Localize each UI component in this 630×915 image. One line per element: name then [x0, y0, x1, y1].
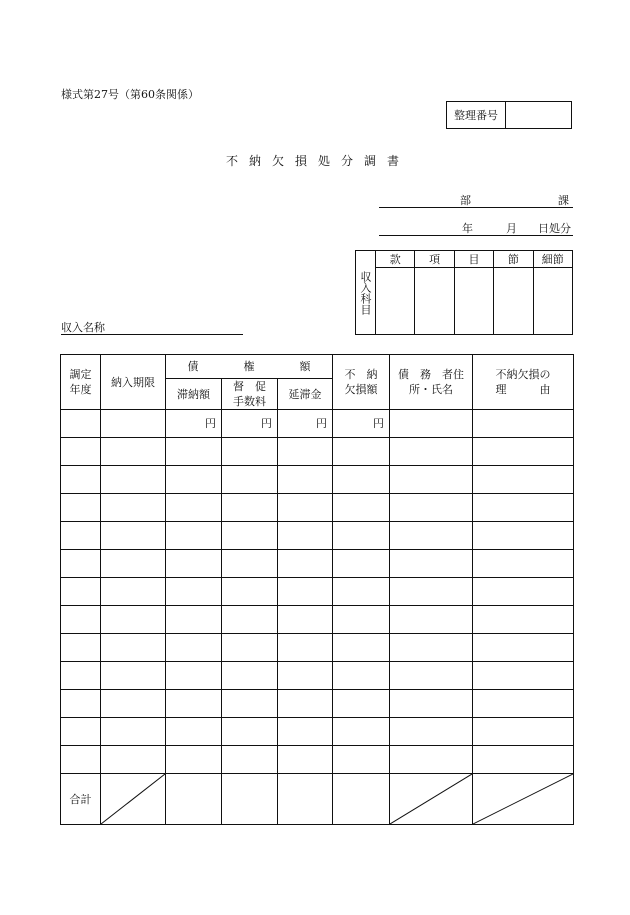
cell[interactable]: [390, 746, 473, 774]
revenue-subject-label: 収入科目: [356, 251, 376, 335]
saiken-char-3: 額: [299, 360, 311, 373]
deadline-header: 納入期限: [101, 355, 166, 410]
table-row: [61, 550, 574, 578]
total-tokusoku-cell[interactable]: [222, 774, 278, 825]
cell[interactable]: [473, 438, 574, 466]
yen-unit: 円: [278, 410, 333, 438]
cell[interactable]: [222, 606, 278, 634]
kan-cell[interactable]: [376, 268, 415, 335]
moku-cell[interactable]: [454, 268, 493, 335]
cell[interactable]: [166, 606, 222, 634]
cell[interactable]: [278, 550, 333, 578]
cell[interactable]: [61, 662, 101, 690]
debtor-line2: 所・氏名: [409, 383, 454, 396]
cell[interactable]: [61, 494, 101, 522]
cell[interactable]: [278, 522, 333, 550]
cell[interactable]: [278, 662, 333, 690]
cell[interactable]: [390, 410, 473, 438]
cell[interactable]: [333, 746, 390, 774]
table-row: [61, 606, 574, 634]
cell[interactable]: [333, 606, 390, 634]
disposal-date-line[interactable]: [379, 220, 573, 236]
cell[interactable]: [166, 438, 222, 466]
table-row: [61, 746, 574, 774]
table-row: [61, 662, 574, 690]
cell[interactable]: [473, 550, 574, 578]
cell[interactable]: [222, 690, 278, 718]
cell[interactable]: [101, 746, 166, 774]
cell[interactable]: [390, 606, 473, 634]
cell[interactable]: [61, 634, 101, 662]
cell[interactable]: [101, 550, 166, 578]
revenue-subject-table: [355, 250, 573, 335]
cell[interactable]: [166, 494, 222, 522]
table-row: [61, 690, 574, 718]
cell[interactable]: [222, 662, 278, 690]
cell[interactable]: [390, 466, 473, 494]
table-row: [61, 634, 574, 662]
cell[interactable]: [333, 718, 390, 746]
table-row: [61, 578, 574, 606]
yen-unit: 円: [166, 410, 222, 438]
cell[interactable]: [390, 634, 473, 662]
cell[interactable]: [333, 634, 390, 662]
diagonal-line-icon: [473, 774, 573, 824]
cell[interactable]: [166, 718, 222, 746]
chotei-text: 調定: [69, 368, 92, 381]
saiken-char-2: 権: [243, 360, 255, 373]
cell[interactable]: [333, 550, 390, 578]
yen-unit: 円: [333, 410, 390, 438]
cell[interactable]: [166, 662, 222, 690]
cell[interactable]: [333, 690, 390, 718]
cell[interactable]: [222, 578, 278, 606]
cell[interactable]: [278, 718, 333, 746]
cell[interactable]: [390, 718, 473, 746]
table-row: [61, 522, 574, 550]
cell[interactable]: [101, 606, 166, 634]
cell[interactable]: [101, 410, 166, 438]
kou-cell[interactable]: [415, 268, 454, 335]
reason-line2: 理 由: [495, 383, 551, 396]
cell[interactable]: [166, 466, 222, 494]
cell[interactable]: [166, 634, 222, 662]
cell[interactable]: [333, 578, 390, 606]
debtor-header: [390, 355, 473, 410]
department-line[interactable]: [379, 192, 573, 208]
cell[interactable]: [101, 466, 166, 494]
cell[interactable]: [333, 466, 390, 494]
kan-header: 款: [376, 251, 415, 268]
cell[interactable]: [390, 578, 473, 606]
entai-header: 延滞金: [278, 379, 333, 410]
cell[interactable]: [61, 438, 101, 466]
cell[interactable]: [101, 690, 166, 718]
cell[interactable]: [473, 690, 574, 718]
cell[interactable]: [61, 718, 101, 746]
cell[interactable]: [390, 550, 473, 578]
cell[interactable]: [473, 746, 574, 774]
seiri-bangou-label: 整理番号: [446, 101, 506, 129]
cell[interactable]: [278, 606, 333, 634]
diagonal-line-icon: [390, 774, 472, 824]
bu-label: 部: [460, 194, 471, 207]
diagonal-cell: [473, 774, 574, 825]
table-row: [61, 718, 574, 746]
day-label: 日処分: [538, 222, 571, 235]
cell[interactable]: [61, 410, 101, 438]
cell[interactable]: [101, 662, 166, 690]
cell[interactable]: [278, 746, 333, 774]
cell[interactable]: [166, 746, 222, 774]
year-label: 年: [462, 222, 473, 235]
cell[interactable]: [101, 718, 166, 746]
cell[interactable]: [278, 466, 333, 494]
cell[interactable]: [473, 494, 574, 522]
cell[interactable]: [473, 466, 574, 494]
cell[interactable]: [166, 690, 222, 718]
cell[interactable]: [473, 606, 574, 634]
cell[interactable]: [101, 522, 166, 550]
cell[interactable]: [101, 634, 166, 662]
diagonal-cell: [101, 774, 166, 825]
total-row: [61, 774, 574, 825]
cell[interactable]: [61, 606, 101, 634]
total-funo-cell[interactable]: [333, 774, 390, 825]
table-row: [61, 466, 574, 494]
cell[interactable]: [101, 438, 166, 466]
cell[interactable]: [278, 438, 333, 466]
cell[interactable]: [61, 746, 101, 774]
saiken-char-1: 債: [187, 360, 199, 373]
cell[interactable]: [166, 522, 222, 550]
cell[interactable]: [61, 578, 101, 606]
seiri-bangou-field[interactable]: [506, 101, 572, 129]
cell[interactable]: [61, 522, 101, 550]
cell[interactable]: [222, 522, 278, 550]
cell[interactable]: [333, 522, 390, 550]
saisetsu-cell[interactable]: [533, 268, 572, 335]
cell[interactable]: [222, 718, 278, 746]
seiri-bangou-box: [446, 101, 572, 129]
total-taino-cell[interactable]: [166, 774, 222, 825]
cell[interactable]: [222, 466, 278, 494]
kou-header: 項: [415, 251, 454, 268]
cell[interactable]: [390, 438, 473, 466]
cell[interactable]: [390, 522, 473, 550]
cell[interactable]: [61, 466, 101, 494]
revenue-name-line[interactable]: [61, 319, 243, 335]
cell[interactable]: [333, 494, 390, 522]
cell[interactable]: [278, 634, 333, 662]
cell[interactable]: [61, 550, 101, 578]
cell[interactable]: [333, 662, 390, 690]
month-label: 月: [506, 222, 517, 235]
debtor-line1: 債 務 者住: [398, 368, 465, 381]
cell[interactable]: [278, 690, 333, 718]
document-title: 不納欠損処分調書: [226, 154, 411, 168]
main-table: [60, 354, 573, 823]
cell[interactable]: [222, 494, 278, 522]
reason-header: [473, 355, 574, 410]
cell[interactable]: [278, 494, 333, 522]
setsu-cell[interactable]: [494, 268, 533, 335]
cell[interactable]: [390, 662, 473, 690]
cell[interactable]: [166, 578, 222, 606]
ka-label: 課: [558, 194, 569, 207]
taino-header: 滞納額: [166, 379, 222, 410]
reason-line1: 不納欠損の: [495, 368, 551, 381]
form-number: 様式第27号（第60条関係）: [61, 88, 199, 101]
cell[interactable]: [473, 718, 574, 746]
cell[interactable]: [222, 550, 278, 578]
setsu-header: 節: [494, 251, 533, 268]
cell[interactable]: [61, 690, 101, 718]
chotei-nendo-header: [61, 355, 101, 410]
revenue-name-label: 収入名称: [61, 321, 105, 334]
cell[interactable]: [390, 690, 473, 718]
cell[interactable]: [473, 662, 574, 690]
kesson-text: 欠損額: [344, 383, 378, 396]
moku-header: 目: [454, 251, 493, 268]
cell[interactable]: [166, 550, 222, 578]
cell[interactable]: [101, 494, 166, 522]
table-row: [61, 410, 574, 438]
total-entai-cell[interactable]: [278, 774, 333, 825]
cell[interactable]: [390, 494, 473, 522]
nendo-text: 年度: [69, 383, 92, 396]
cell[interactable]: [222, 634, 278, 662]
cell[interactable]: [222, 438, 278, 466]
cell[interactable]: [473, 578, 574, 606]
tesuryo-text: 手数料: [233, 395, 266, 408]
cell[interactable]: [101, 578, 166, 606]
saiken-header: [166, 355, 333, 379]
tokusoku-header: [222, 379, 278, 410]
diagonal-cell: [390, 774, 473, 825]
total-label: 合計: [61, 774, 101, 825]
funo-text: 不 納: [344, 368, 378, 381]
saisetsu-header: 細節: [533, 251, 572, 268]
cell[interactable]: [278, 578, 333, 606]
funo-header: [333, 355, 390, 410]
diagonal-line-icon: [101, 774, 165, 824]
yen-unit: 円: [222, 410, 278, 438]
table-row: [61, 494, 574, 522]
cell[interactable]: [333, 438, 390, 466]
table-row: [61, 438, 574, 466]
tokusoku-text: 督 促: [233, 380, 266, 393]
cell[interactable]: [473, 634, 574, 662]
cell[interactable]: [473, 522, 574, 550]
cell[interactable]: [222, 746, 278, 774]
cell[interactable]: [473, 410, 574, 438]
